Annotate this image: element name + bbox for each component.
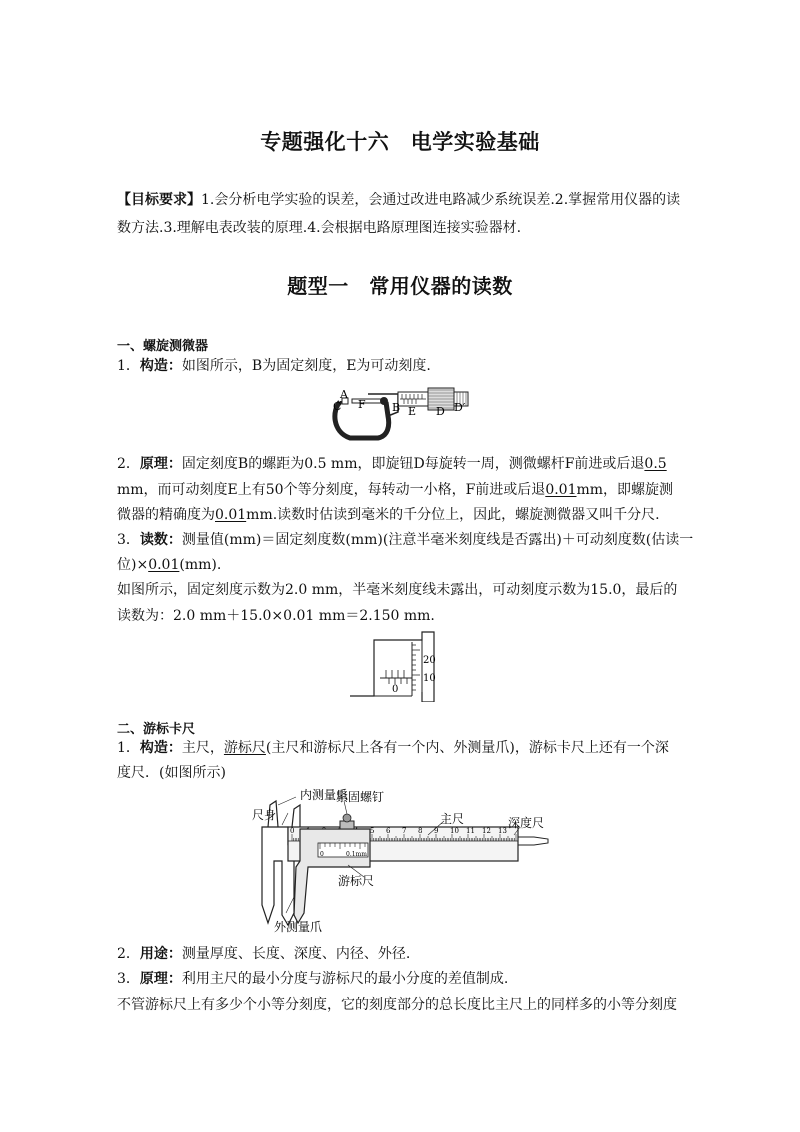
item-label: 构造：: [139, 358, 182, 374]
use-line: [117, 944, 410, 964]
item-number: 2．: [117, 456, 140, 472]
reading-line-2: [117, 555, 221, 575]
vernier-zero: 0: [320, 851, 324, 858]
item-number: 1．: [117, 358, 140, 374]
item-label: 读数：: [139, 532, 182, 548]
label-c: C: [333, 400, 342, 413]
main-scale-number: 8: [418, 827, 423, 835]
vernier-precision: 0.1mm: [346, 851, 367, 858]
main-scale-number: 11: [466, 827, 475, 835]
goals-text-1: 1.会分析电学实验的误差，会通过改进电路减少系统误差.2.掌握常用仪器的读: [201, 192, 681, 208]
answer-blank: 0.5: [644, 456, 667, 472]
example-line-1: 如图所示，固定刻度示数为2.0 mm，半毫米刻度线未露出，可动刻度示数为15.0，最后的: [117, 582, 678, 598]
text: (mm).: [179, 557, 222, 573]
label-e: E: [408, 405, 417, 418]
goals-line-1: [117, 190, 680, 210]
micrometer-construction: [117, 356, 431, 376]
item-number: 2．: [117, 946, 140, 962]
item-label: 原理：: [139, 456, 182, 472]
text: 固定刻度B的螺距为0.5 mm，即旋钮D每旋转一周，测微螺杆F前进或后退: [181, 456, 645, 472]
text: 微器的精确度为: [117, 507, 215, 523]
scale-label-0: 0: [392, 684, 399, 695]
answer-blank: 0.01: [545, 482, 577, 498]
section-title: 题型一 常用仪器的读数: [287, 274, 513, 298]
main-scale-number: 0: [290, 827, 295, 835]
main-scale-number: 7: [402, 827, 407, 835]
principle-line-1: [117, 454, 667, 474]
label-vernier: 游标尺: [338, 874, 375, 888]
caliper-principle-line: [117, 969, 508, 989]
label-b: B: [392, 401, 401, 414]
scale-label-20: 20: [423, 655, 436, 666]
main-scale-number: 10: [450, 827, 459, 835]
text: 利用主尺的最小分度与游标尺的最小分度的差值制成.: [181, 971, 509, 987]
main-scale-number: 9: [434, 827, 439, 835]
goals-line-2: 数方法.3.理解电表改装的原理.4.会根据电路原理图连接实验器材.: [117, 220, 522, 236]
item-label: 构造：: [139, 740, 182, 756]
micrometer-figure: [328, 380, 478, 446]
label-ruler-body: 尺身: [252, 808, 277, 822]
main-scale-number: 6: [386, 827, 391, 835]
label-inner-jaw: 内测量爪: [300, 788, 349, 802]
label-d: D: [436, 405, 445, 418]
main-scale-number: 5: [370, 827, 375, 835]
label-d-prime: D′: [454, 401, 466, 414]
item-number: 3．: [117, 532, 140, 548]
micrometer-scale-figure: [350, 630, 450, 702]
page-title: 专题强化十六 电学实验基础: [260, 130, 540, 154]
item-number: 3．: [117, 971, 140, 987]
label-screw: 紧固螺钉: [336, 790, 385, 804]
text: (主尺和游标尺上各有一个内、外测量爪)，游标卡尺上还有一个深: [265, 740, 669, 756]
main-scale-number: 12: [482, 827, 491, 835]
goals-label: 【目标要求】: [117, 192, 201, 208]
text: 主尺，: [181, 740, 224, 756]
answer-blank: 0.01: [215, 507, 247, 523]
text: 测量厚度、长度、深度、内径、外径.: [181, 946, 411, 962]
label-main-scale: 主尺: [440, 812, 465, 826]
text: mm，而可动刻度E上有50个等分刻度，每转动一小格，F前进或后退: [117, 482, 546, 498]
item-number: 1．: [117, 740, 140, 756]
label-f: F: [358, 398, 366, 411]
principle-line-2: [117, 480, 673, 500]
label-outer-jaw: 外测量爪: [274, 920, 323, 934]
text: 位)×: [117, 557, 149, 573]
answer-blank: 0.01: [148, 557, 180, 573]
answer-blank: 游标尺: [223, 740, 266, 756]
caliper-figure: [248, 785, 558, 935]
principle-line-3: [117, 505, 660, 525]
text: mm，即螺旋测: [576, 482, 674, 498]
text: 测量值(mm)＝固定刻度数(mm)(注意半毫米刻度线是否露出)＋可动刻度数(估读一: [181, 532, 694, 548]
caliper-construction-line-2: 度尺．(如图所示): [117, 765, 226, 781]
label-depth: 深度尺: [508, 816, 545, 830]
item-text: 如图所示，B为固定刻度，E为可动刻度.: [181, 358, 431, 374]
reading-line-1: [117, 530, 693, 550]
text: mm.读数时估读到毫米的千分位上，因此，螺旋测微器又叫千分尺.: [246, 507, 660, 523]
example-line-2: 读数为：2.0 mm＋15.0×0.01 mm＝2.150 mm.: [117, 608, 435, 624]
item-label: 原理：: [139, 971, 182, 987]
caliper-heading: 二、游标卡尺: [117, 722, 196, 737]
micrometer-heading: 一、螺旋测微器: [117, 339, 209, 354]
main-scale-number: 13: [498, 827, 507, 835]
last-line: 不管游标尺上有多少个小等分刻度，它的刻度部分的总长度比主尺上的同样多的小等分刻度: [117, 997, 677, 1013]
label-a: A: [340, 388, 348, 401]
caliper-construction-line-1: [117, 738, 669, 758]
scale-label-10: 10: [423, 673, 436, 684]
item-label: 用途：: [139, 946, 182, 962]
